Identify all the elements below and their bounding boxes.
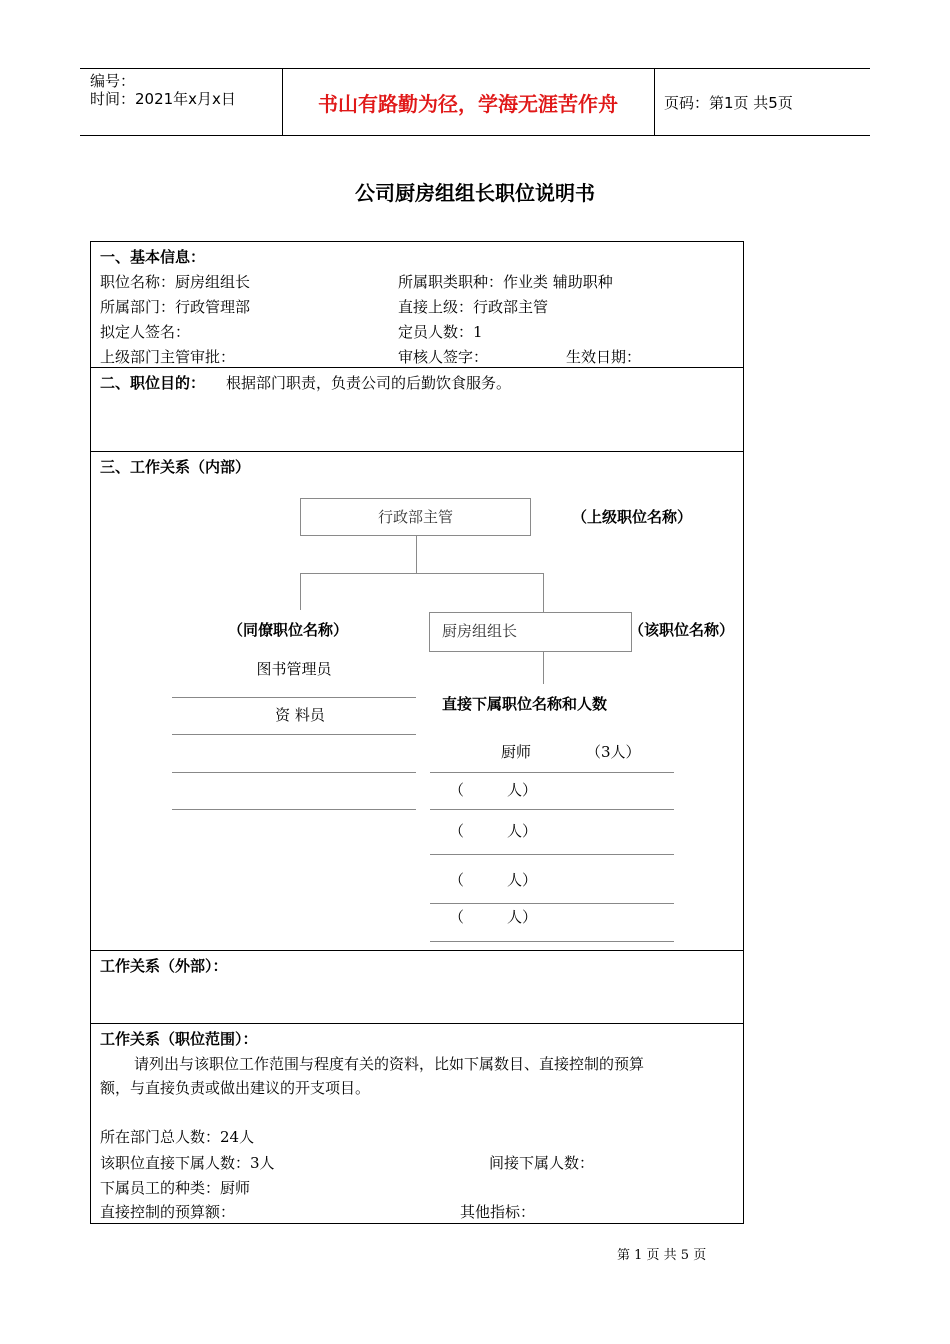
self-position-box bbox=[429, 612, 632, 652]
dept-total: 所在部门总人数：24人 bbox=[100, 1128, 255, 1146]
peer-divider bbox=[172, 697, 416, 698]
time-label: 时间：2021年x月x日 bbox=[90, 90, 236, 108]
effective-date: 生效日期： bbox=[566, 348, 642, 366]
subordinate-count: （3人） bbox=[586, 743, 641, 761]
row-divider-external bbox=[90, 1023, 744, 1024]
job-category: 所属职类职种：作业类 辅助职种 bbox=[398, 273, 613, 291]
header-top-rule bbox=[80, 68, 870, 69]
header-divider-right bbox=[654, 68, 655, 135]
other-indicators: 其他指标： bbox=[460, 1203, 536, 1221]
table-right-border bbox=[743, 241, 744, 1224]
connector-peer-branch bbox=[300, 573, 301, 610]
purpose-heading: 二、职位目的： bbox=[100, 374, 206, 392]
budget: 直接控制的预算额： bbox=[100, 1203, 236, 1221]
peer-caption: （同僚职位名称） bbox=[228, 621, 349, 639]
peer-item: 资 料员 bbox=[275, 706, 325, 724]
reviewer-signature: 审核人签字： bbox=[398, 348, 489, 366]
department: 所属部门：行政管理部 bbox=[100, 298, 251, 316]
subordinate-divider bbox=[430, 903, 674, 904]
peer-divider bbox=[172, 734, 416, 735]
subordinate-blank-open: （ bbox=[449, 822, 465, 840]
table-left-border bbox=[90, 241, 91, 1224]
row-divider-basic bbox=[90, 367, 744, 368]
subordinate-divider bbox=[430, 772, 674, 773]
row-divider-purpose bbox=[90, 451, 744, 452]
peer-item: 图书管理员 bbox=[256, 660, 332, 678]
subordinate-name: 厨师 bbox=[501, 743, 532, 761]
subordinate-blank-open: （ bbox=[449, 871, 465, 889]
self-caption: （该职位名称） bbox=[629, 621, 735, 639]
connector-superior-down bbox=[416, 536, 417, 573]
number-label: 编号： bbox=[90, 72, 136, 90]
document-title: 公司厨房组组长职位说明书 bbox=[355, 181, 595, 205]
connector-horizontal bbox=[300, 573, 543, 574]
subordinate-heading: 直接下属职位名称和人数 bbox=[442, 695, 608, 713]
footer-page-number: 第 1 页 共 5 页 bbox=[617, 1248, 707, 1263]
position-name: 职位名称：厨房组组长 bbox=[100, 273, 251, 291]
subordinate-blank-open: （ bbox=[449, 781, 465, 799]
subordinate-blank-close: 人） bbox=[507, 822, 538, 840]
connector-self-branch bbox=[543, 573, 544, 612]
table-bottom-border bbox=[90, 1223, 744, 1224]
subordinate-blank-open: （ bbox=[449, 908, 465, 926]
peer-divider bbox=[172, 772, 416, 773]
table-top-border bbox=[90, 241, 744, 242]
scope-heading: 工作关系（职位范围）： bbox=[100, 1030, 258, 1048]
scope-intro-line2: 额，与直接负责或做出建议的开支项目。 bbox=[100, 1079, 371, 1097]
header-bottom-rule bbox=[80, 135, 870, 136]
row-divider-internal bbox=[90, 950, 744, 951]
page-info: 页码：第1页 共5页 bbox=[664, 94, 793, 112]
superior-approval: 上级部门主管审批： bbox=[100, 348, 236, 366]
scope-intro-line1: 请列出与该职位工作范围与程度有关的资料，比如下属数目、直接控制的预算 bbox=[134, 1055, 645, 1073]
superior-position-name: 行政部主管 bbox=[377, 508, 453, 526]
superior-position-box bbox=[300, 498, 531, 536]
drafter-signature: 拟定人签名： bbox=[100, 323, 191, 341]
subordinate-types: 下属员工的种类：厨师 bbox=[100, 1179, 251, 1197]
self-position-name: 厨房组组长 bbox=[442, 622, 518, 640]
internal-relations-heading: 三、工作关系（内部） bbox=[100, 458, 251, 476]
direct-subordinates: 该职位直接下属人数：3人 bbox=[100, 1154, 275, 1172]
subordinate-divider bbox=[430, 854, 674, 855]
connector-self-down bbox=[543, 652, 544, 684]
peer-divider bbox=[172, 809, 416, 810]
subordinate-blank-close: 人） bbox=[507, 781, 538, 799]
external-relations-heading: 工作关系（外部）： bbox=[100, 957, 228, 975]
direct-superior: 直接上级：行政部主管 bbox=[398, 298, 549, 316]
subordinate-divider bbox=[430, 941, 674, 942]
purpose-text: 根据部门职责，负责公司的后勤饮食服务。 bbox=[226, 374, 512, 392]
subordinate-divider bbox=[430, 809, 674, 810]
slogan: 书山有路勤为径，学海无涯苦作舟 bbox=[318, 92, 618, 116]
basic-info-heading: 一、基本信息： bbox=[100, 248, 206, 266]
subordinate-blank-close: 人） bbox=[507, 871, 538, 889]
headcount: 定员人数：1 bbox=[398, 323, 483, 341]
subordinate-blank-close: 人） bbox=[507, 908, 538, 926]
indirect-subordinates: 间接下属人数： bbox=[489, 1154, 595, 1172]
superior-caption: （上级职位名称） bbox=[572, 508, 693, 526]
